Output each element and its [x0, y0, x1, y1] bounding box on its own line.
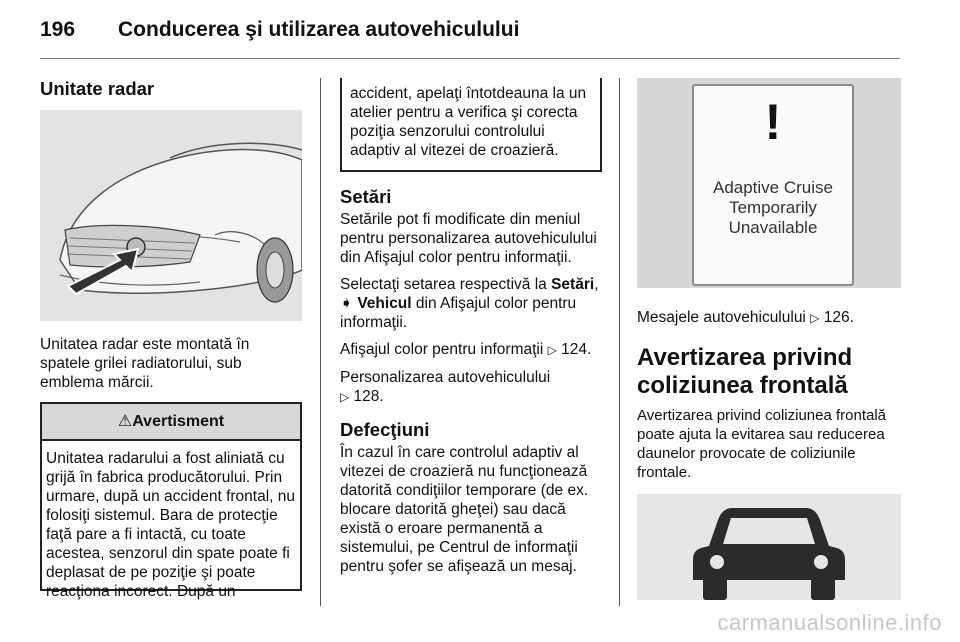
car-front-illustration — [40, 110, 302, 321]
cluster-display-screen — [692, 84, 854, 286]
settings-paragraph: Setările pot fi modificate din meniul pentru personalizarea autovehiculului din Afişajul color pentru informaţii. — [340, 211, 597, 266]
exclamation-icon: ! — [764, 94, 782, 150]
warning-triangle-icon: ⚠ — [117, 413, 133, 430]
warning-body: Unitatea radarului a fost aliniată cu grijă în fabrica producătorului. Prin urmare, după un accident frontal, nu folosiţi sistemul. Bara de protecţie faţă pare a fi intactă, cu toate acestea, senzorul din spate poate fi deplasat de pe poziţie şi poate reacţiona incorect. După un — [46, 450, 296, 600]
header-divider — [40, 58, 900, 59]
vehicle-ahead-icon-image — [637, 494, 901, 600]
settings-select-paragraph: Selectaţi setarea respectivă la Setări, ➧ Vehicul din Afişajul color pentru informaţii. — [340, 276, 599, 331]
warning-box-continued: accident, apelaţi întotdeauna la un atelier pentru a verifica şi corecta poziţia senzorului controlului adaptiv al vitezei de croazieră. — [340, 78, 602, 172]
collision-warning-heading: Avertizarea privind coliziunea frontală — [637, 344, 853, 399]
site-watermark: carmanualsonline.info — [717, 610, 942, 635]
warning-title: Avertisment — [132, 413, 225, 430]
column-divider-1 — [320, 78, 321, 606]
menu-arrow-icon: ➧ — [340, 295, 353, 312]
vehicle-menu-label: Vehicul — [357, 295, 412, 312]
column-3 — [637, 78, 901, 600]
display-message-line-1: Adaptive Cruise — [712, 178, 833, 197]
radar-unit-heading: Unitate radar — [40, 78, 155, 99]
display-message-line-3: Unavailable — [728, 218, 818, 237]
page-reference-icon: ▷ — [810, 311, 820, 325]
personalization-reference: Personalizarea autovehiculului ▷ 128. — [340, 369, 551, 405]
page-reference-icon: ▷ — [547, 343, 557, 357]
color-display-reference: Afişajul color pentru informaţii ▷ 124. — [340, 341, 592, 358]
radar-unit-paragraph: Unitatea radar este montată în spatele grilei radiatorului, sub emblema mărcii. — [40, 336, 250, 391]
warning-box — [40, 402, 302, 600]
faults-heading: Defecţiuni — [340, 419, 430, 440]
collision-warning-paragraph: Avertizarea privind coliziunea frontală poate ajuta la evitarea sau reducerea daunelor provocate de coliziunile frontale. — [637, 407, 887, 481]
display-message-line-2: Temporarily — [729, 198, 817, 217]
column-divider-2 — [619, 78, 620, 606]
settings-heading: Setări — [340, 186, 392, 207]
warning-header — [40, 402, 302, 441]
settings-menu-label: Setări — [551, 276, 595, 293]
cluster-display-image — [637, 78, 901, 288]
page-number: 196 — [40, 18, 76, 41]
faults-paragraph: În cazul în care controlul adaptiv al vitezei de croazieră nu funcţionează datorită condiţiilor temporare (de ex. blocare datorită gheţei) sau dacă există o eroare permanentă a sistemului, pe Centrul de informaţii pentru şofer se afişează un mesaj. — [340, 444, 589, 575]
car-front-icon — [637, 494, 901, 600]
page-header-title: Conducerea şi utilizarea autovehiculului — [118, 18, 520, 41]
column-2 — [340, 78, 602, 584]
radar-unit-photo — [40, 110, 302, 321]
page-reference-icon: ▷ — [340, 390, 350, 404]
vehicle-messages-reference: Mesajele autovehiculului ▷ 126. — [637, 309, 854, 326]
column-1 — [40, 78, 302, 600]
